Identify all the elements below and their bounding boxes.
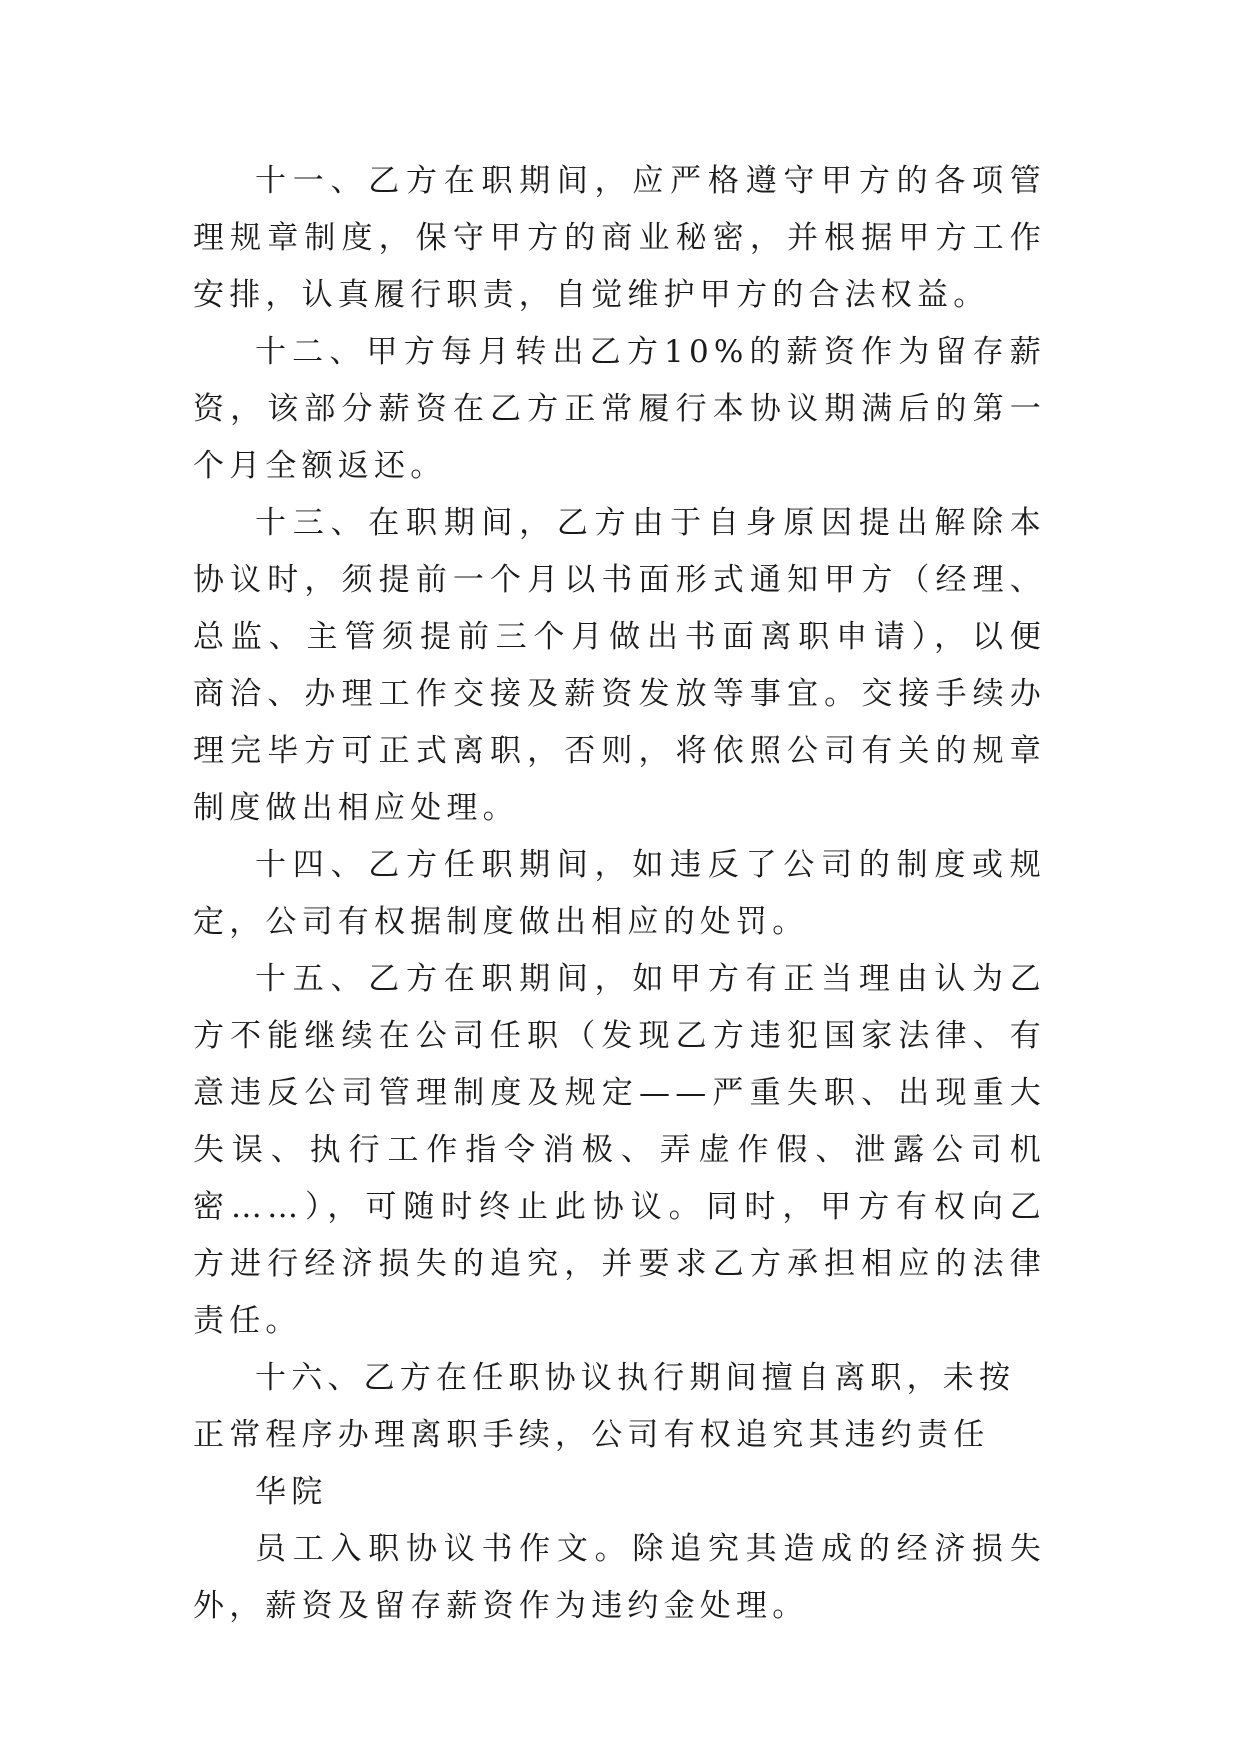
clause-13: 十三、在职期间，乙方由于自身原因提出解除本协议时，须提前一个月以书面形式通知甲方（经理、总监、主管须提前三个月做出书面离职申请），以便商洽、办理工作交接及薪资发放等事宜。交接手续办理完毕方可正式离职，否则，将依照公司有关的规章制度做出相应处理。	[193, 505, 1046, 826]
clause-12: 十二、甲方每月转出乙方10%的薪资作为留存薪资，该部分薪资在乙方正常履行本协议期满后的第一个月全额返还。	[193, 334, 1046, 484]
clause-11: 十一、乙方在职期间，应严格遵守甲方的各项管理规章制度，保守甲方的商业秘密，并根据甲方工作安排，认真履行职责，自觉维护甲方的合法权益。	[193, 163, 1046, 313]
clause-14: 十四、乙方任职期间，如违反了公司的制度或规定，公司有权据制度做出相应的处罚。	[193, 847, 1046, 940]
clause-16: 十六、乙方在任职协议执行期间擅自离职，未按正常程序办理离职手续，公司有权追究其违约责任	[193, 1360, 1016, 1453]
clause-15: 十五、乙方在职期间，如甲方有正当理由认为乙方不能继续在公司任职（发现乙方违犯国家法律、有意违反公司管理制度及规定——严重失职、出现重大失误、执行工作指令消极、弄虚作假、泄露公司机密……），可随时终止此协议。同时，甲方有权向乙方进行经济损失的追究，并要求乙方承担相应的法律责任。	[193, 961, 1046, 1339]
signature-line: 华院	[255, 1474, 328, 1510]
closing-paragraph: 员工入职协议书作文。除追究其造成的经济损失外，薪资及留存薪资作为违约金处理。	[193, 1531, 1046, 1624]
document-body	[193, 153, 1046, 1635]
